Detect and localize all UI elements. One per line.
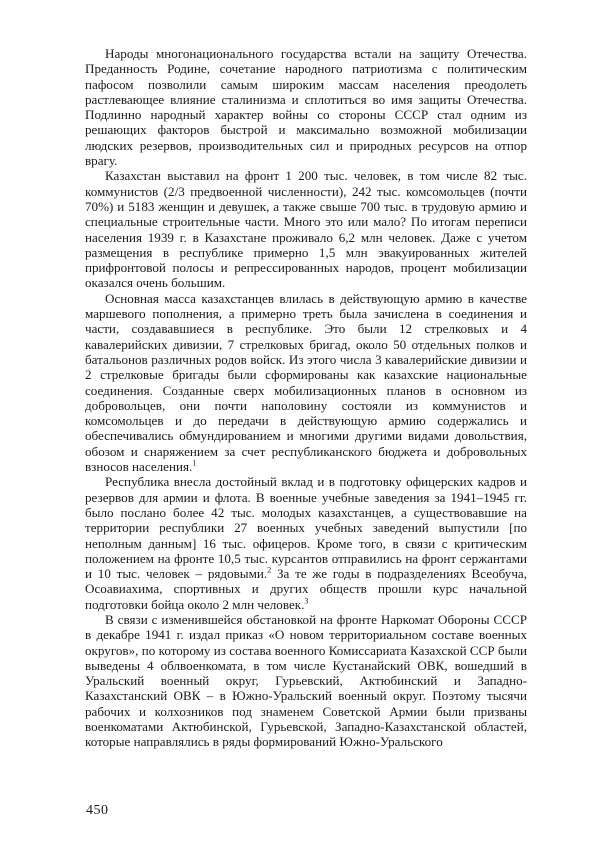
paragraph-2: Казахстан выставил на фронт 1 200 тыс. человек, в том числе 82 тыс. коммунистов (2/3 предвоенной численности), 242 тыс. комсомольцев (почти 70%) и 5183 женщин и девушек, а также свыше 700 тыс. в трудовую армию и специальные строительные части. Много это или мало? По итогам переписи населения 1939 г. в Казахстане проживало 6,2 млн человек. Даже с учетом размещения в республике примерно 1,5 млн эвакуированных жителей прифронтовой полосы и репрессированных народов, процент мобилизации оказался очень большим.	[85, 168, 527, 291]
footnote-ref-2: 2	[267, 565, 272, 575]
paragraph-1: Народы многонационального государства встали на защиту Отечества. Преданность Родине, сочетание народного патриотизма с политическим пафосом позволили самым широким массам населения преодолеть растлевающее влияние сталинизма и сплотиться во имя защиты Отечества. Подлинно народный характер войны со стороны СССР стал одним из решающих факторов быстрой и максимально возможной мобилизации людских резервов, производительных сил и природных ресурсов на отпор врагу.	[85, 46, 527, 169]
footnote-ref-1: 1	[192, 458, 197, 468]
paragraph-3: Основная масса казахстанцев влилась в действующую армию в качестве маршевого пополнения, а примерно треть была зачислена в соединения и части, создававшиеся в республике. Это были 12 стрелковых и 4 кавалерийских дивизии, 7 стрелковых бригад, около 50 отдельных полков и батальонов различных родов войск. Из этого числа 3 кавалерийские дивизии и 2 стрелковые бригады были сформированы как казахские национальные соединения. Созданные сверх мобилизационных планов в основном из добровольцев, они почти наполовину состояли из коммунистов и комсомольцев и до передачи в действующую армию содержались и обеспечивались обмундированием и многими другими видами довольствия, обозом и снаряжением за счет республиканского бюджета и добровольных взносов населения.$^1$	[85, 290, 527, 475]
page-number: 450	[86, 803, 109, 818]
paragraph-4: Республика внесла достойный вклад и в подготовку офицерских кадров и резервов для армии и флота. В военные учебные заведения за 1941–1945 гг. было послано более 42 тыс. молодых казахстанцев, а существовавшие на территории республики 27 военных учебных заведений выпустили [по неполным данным] 16 тыс. офицеров. Кроме того, в связи с критическим положением на фронте 10,5 тыс. курсантов отправились на фронт сержантами и 10 тыс. человек – рядовыми.$^2$ За те же годы в подразделениях Всеобуча, Осоавиахима, спортивных и других обществ прошли курс начальной подготовки бойца около 2 млн человек.$^3$	[85, 474, 528, 612]
body-text	[85, 46, 527, 750]
footnote-ref-3: 3	[304, 596, 309, 606]
paragraph-5: В связи с изменившейся обстановкой на фронте Наркомат Обороны СССР в декабре 1941 г. издал приказ «О новом территориальном составе военных округов», по которому из состава военного Комиссариата Казахской ССР были выведены 4 облвоенкомата, в том числе Кустанайский ОВК, вошедший в Уральский военный округ, Гурьевский, Актюбинский и Западно-Казахстанский ОВК – в Южно-Уральский военный округ. Поэтому тысячи рабочих и колхозников под знаменем Советской Армии были призваны военкоматами Актюбинской, Гурьевской, Западно-Казахстанской областей, которые направлялись в ряды формирований Южно-Уральского	[85, 611, 527, 750]
